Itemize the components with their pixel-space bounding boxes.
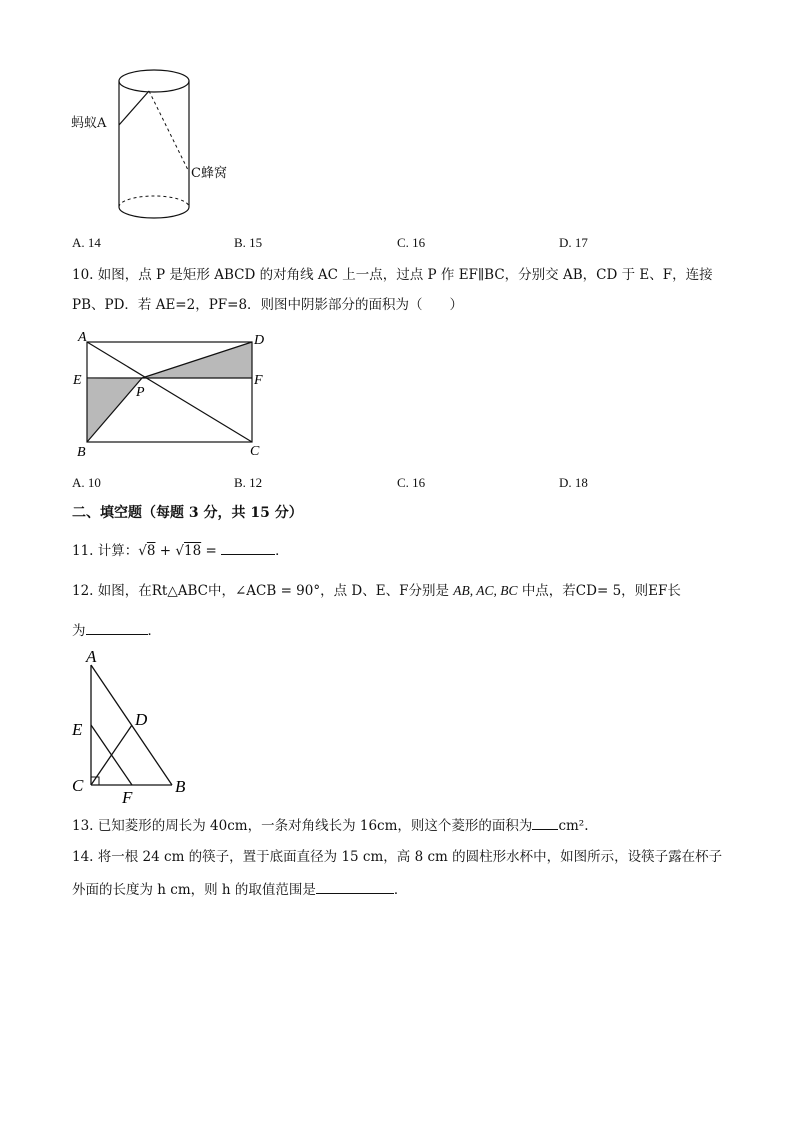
label-d: D: [135, 710, 148, 729]
q10-option-c: C. 16: [397, 475, 426, 490]
q12-line2-a: 为: [72, 623, 86, 639]
q11-plus: +: [159, 543, 172, 559]
q12-line1-a: 12. 如图，在Rt△ABC中，∠ACB = 90°，点 D、E、F分别是: [72, 583, 449, 599]
label-p: P: [136, 385, 145, 400]
q12-line1-c: 中点，若CD= 5，则EF长: [521, 583, 681, 599]
label-f: F: [254, 373, 263, 388]
label-b: B: [175, 777, 186, 796]
label-a: A: [78, 330, 87, 345]
label-c: C: [250, 444, 260, 459]
section-title: 二、填空题（每题 3 分，共 15 分）: [72, 505, 303, 521]
q9-option-d: D. 17: [559, 235, 588, 250]
q9-option-b: B. 15: [234, 235, 263, 250]
q10-option-b: B. 12: [234, 475, 263, 490]
q9-option-a: A. 14: [72, 235, 101, 250]
q13-answer-blank[interactable]: [532, 815, 558, 830]
q9-option-c: C. 16: [397, 235, 426, 250]
q14-line2-b: ．: [393, 882, 408, 898]
triangle-figure: [66, 644, 206, 809]
q11-answer-blank[interactable]: [221, 540, 275, 555]
q10-option-a: A. 10: [72, 475, 101, 490]
label-a: A: [86, 647, 97, 666]
q12-line1-b: AB, AC, BC: [453, 583, 518, 598]
q12-answer-blank[interactable]: [86, 620, 148, 635]
label-e: E: [72, 720, 83, 739]
q12-line1: [72, 581, 681, 601]
sqrt-icon: √: [138, 543, 147, 559]
sqrt-icon: √: [175, 543, 184, 559]
q13: [72, 815, 589, 836]
q11-end: ．: [275, 543, 289, 559]
q14-line1: 14. 将一根 24 cm 的筷子，置于底面直径为 15 cm，高 8 cm 的圆柱形水杯中，如图所示，设筷子露在杯子: [72, 849, 723, 865]
q13-text-a: 13. 已知菱形的周长为 40cm，一条对角线长为 16cm，则这个菱形的面积为: [72, 818, 533, 834]
q11: [72, 540, 289, 561]
ant-label: 蚂蚁A: [71, 116, 107, 131]
q13-text-b: cm².: [558, 818, 589, 834]
q10-option-d: D. 18: [559, 475, 588, 490]
q10-line1: 10. 如图，点 P 是矩形 ABCD 的对角线 AC 上一点，过点 P 作 EF∥BC，分别交 AB，CD 于 E、F，连接: [72, 267, 713, 283]
q11-prefix: 11. 计算：: [72, 543, 139, 559]
label-b: B: [77, 445, 86, 460]
label-c: C: [72, 776, 84, 795]
rectangle-figure: [70, 328, 280, 463]
q14-line2-a: 外面的长度为 h cm，则 h 的取值范围是: [72, 882, 316, 898]
label-f: F: [122, 788, 133, 807]
q11-radicand-b: 18: [183, 543, 202, 559]
q11-equals: =: [205, 543, 217, 559]
q14-line2: [72, 879, 407, 900]
label-d: D: [254, 333, 265, 348]
q11-radicand-a: 8: [146, 543, 156, 559]
q12-line2-b: ．: [147, 623, 161, 639]
cylinder-figure: [60, 60, 260, 230]
q10-line2: PB、PD．若 AE=2，PF=8．则图中阴影部分的面积为（ ）: [72, 297, 464, 313]
q12-line2: [72, 620, 161, 641]
label-e: E: [73, 373, 82, 388]
hive-label: C蜂窝: [191, 166, 227, 181]
q14-answer-blank[interactable]: [316, 879, 394, 894]
